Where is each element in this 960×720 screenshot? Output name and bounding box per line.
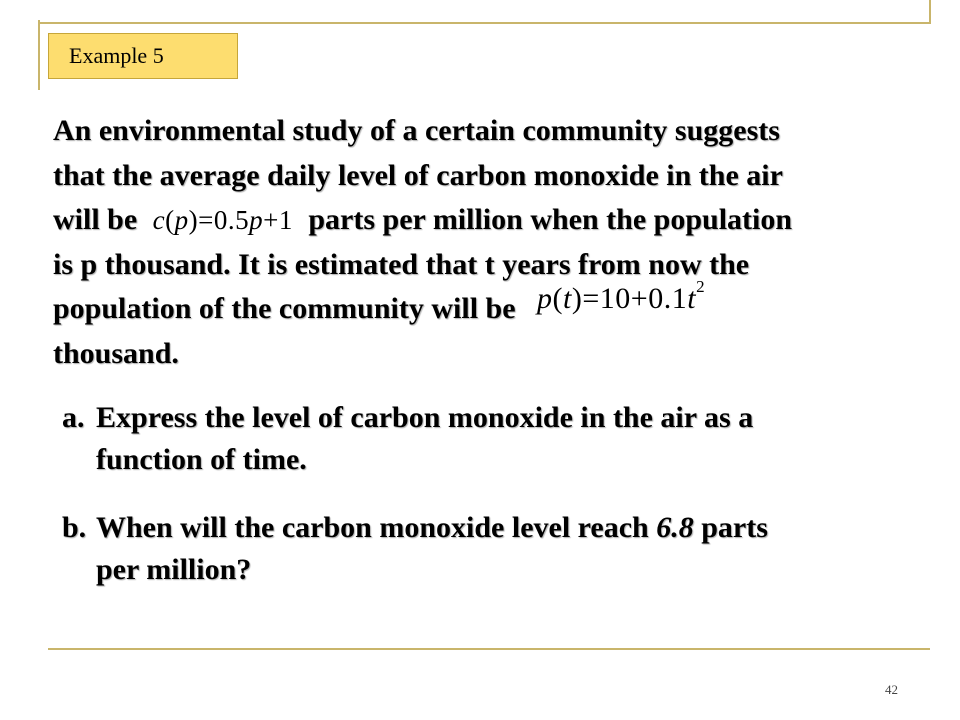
decor-vertical-line-left [38, 20, 40, 90]
problem-line-5 [53, 277, 943, 332]
equation-c-of-p: c(p)=0.5p+1 [152, 205, 293, 235]
question-b-line-1-before: When will the carbon monoxide level reach [96, 511, 649, 544]
question-b-line-1-after: parts [701, 511, 768, 544]
problem-line-5-before: population of the community will be [53, 292, 516, 325]
problem-line-4: is p thousand. It is estimated that t years from now the [53, 247, 750, 281]
eq-c-equals: = [198, 205, 214, 235]
decor-horizontal-line-top [38, 22, 930, 24]
eq-c-func: c [152, 205, 166, 235]
question-b-value: 6.8 [656, 511, 694, 544]
eq-p-arg: t [563, 282, 572, 315]
problem-line-3-before: will be [53, 203, 138, 236]
eq-c-var: p [249, 205, 264, 235]
eq-c-arg: p [174, 205, 189, 235]
question-a-line-2: function of time. [96, 443, 307, 476]
question-a-line-1: Express the level of carbon monoxide in the air as a [96, 401, 754, 434]
question-b-label: b. [62, 511, 87, 544]
eq-p-var: t [687, 282, 697, 315]
problem-statement [53, 109, 943, 376]
problem-line-2: that the average daily level of carbon monoxide in the air [53, 158, 783, 192]
eq-p-exponent: 2 [696, 277, 706, 296]
page-number: 42 [885, 682, 898, 697]
problem-line-3 [53, 198, 943, 243]
example-label: Example 5 [69, 43, 164, 68]
question-b-line-2: per million? [96, 553, 252, 586]
question-a-label: a. [62, 401, 85, 434]
problem-line-6: thousand. [53, 336, 179, 370]
problem-line-1: An environmental study of a certain community suggests [53, 114, 780, 147]
equation-p-of-t: $p(t)=10+0.1t^2$ [537, 277, 706, 315]
decor-horizontal-line-bottom [48, 648, 930, 650]
decor-vertical-line-right [929, 0, 931, 24]
eq-c-const: +1 [263, 205, 293, 235]
question-a [62, 397, 922, 481]
eq-p-rhs: =10+0.1 [582, 282, 688, 315]
eq-p-func: p [537, 282, 553, 315]
question-b [62, 507, 922, 591]
problem-line-3-after: parts per million when the population [308, 203, 793, 236]
example-label-box [48, 33, 238, 79]
eq-c-coef: 0.5 [213, 205, 250, 235]
